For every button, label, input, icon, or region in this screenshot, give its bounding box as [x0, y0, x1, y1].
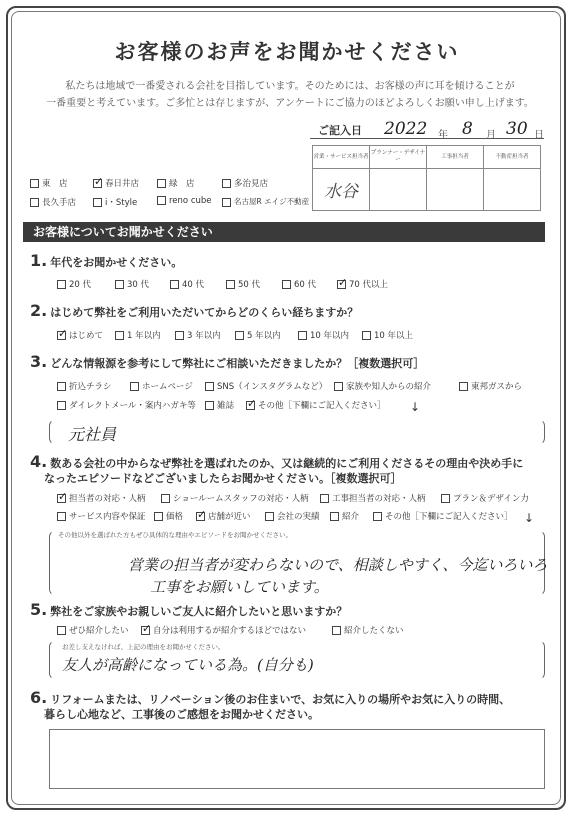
checkbox-icon[interactable]: [265, 512, 274, 521]
question-number: 6.: [30, 688, 48, 707]
date-label: ご記入日: [318, 124, 362, 137]
q1-option-60s[interactable]: [282, 278, 316, 290]
option-label: 10 年以内: [310, 331, 350, 341]
question-text-line-1: 数ある会社の中からなぜ弊社を選ばれたのか、又は継続的にご利用くださるその理由や決め手に: [50, 457, 524, 470]
checkbox-icon[interactable]: [57, 626, 66, 635]
option-label: 担当者の対応・人柄: [69, 494, 146, 504]
checkbox-icon[interactable]: [115, 331, 124, 340]
checkbox-icon[interactable]: [332, 626, 341, 635]
q3-option-direct-mail[interactable]: [57, 399, 196, 411]
option-label: 紹介したくない: [344, 626, 404, 636]
store-option-renocube[interactable]: [157, 196, 212, 206]
q4-answer-line-2[interactable]: 工事をお願いしています。: [150, 578, 329, 596]
option-label: 20 代: [69, 280, 92, 290]
store-option-midori[interactable]: [157, 177, 195, 189]
q4-option-referral[interactable]: [330, 510, 359, 522]
q5-answer-text[interactable]: 友人が高齢になっている為。(自分も): [62, 656, 314, 674]
option-label: 40 代: [182, 280, 205, 290]
option-label: ホームページ: [142, 382, 193, 392]
store-label: 多治見店: [234, 179, 269, 189]
checkbox-icon[interactable]: [157, 179, 166, 188]
option-label: はじめて: [69, 331, 104, 341]
store-option-kasugai[interactable]: [93, 177, 139, 189]
checkbox-checked-icon[interactable]: [337, 280, 346, 289]
option-label: 東邦ガスから: [471, 382, 523, 392]
option-label: 70 代以上: [349, 280, 389, 290]
question-number: 5.: [30, 600, 48, 619]
question-1: [30, 251, 182, 270]
checkbox-icon[interactable]: [235, 331, 244, 340]
q3-option-magazine[interactable]: [205, 399, 234, 411]
checkbox-checked-icon[interactable]: [246, 401, 255, 410]
store-label: reno cube: [169, 196, 212, 206]
q1-option-70s-plus[interactable]: [337, 278, 388, 290]
q4-option-store-nearby[interactable]: [196, 510, 251, 522]
checkbox-icon[interactable]: [362, 331, 371, 340]
checkbox-checked-icon[interactable]: [57, 331, 66, 340]
q5-option-no-referral[interactable]: [332, 624, 404, 636]
checkbox-icon[interactable]: [459, 382, 468, 391]
checkbox-checked-icon[interactable]: [196, 512, 205, 521]
q2-option-10yr-plus[interactable]: [362, 329, 413, 341]
checkbox-icon[interactable]: [334, 382, 343, 391]
checkbox-icon[interactable]: [320, 494, 329, 503]
date-day-value[interactable]: 30: [506, 119, 528, 139]
store-option-istyle[interactable]: [93, 196, 137, 208]
checkbox-icon[interactable]: [441, 494, 450, 503]
staff-value-realestate[interactable]: [484, 169, 541, 211]
intro-line-2: 一番重要と考えています。ご多忙とは存じますが、アンケートにご協力のほどよろしくお願い申し上げます。: [46, 98, 534, 109]
option-label: 店舗が近い: [208, 512, 251, 522]
checkbox-icon[interactable]: [115, 280, 124, 289]
question-text: 年代をお聞かせください。: [50, 256, 183, 269]
date-month-value[interactable]: 8: [462, 119, 473, 139]
q4-option-staff-attitude[interactable]: [57, 492, 146, 504]
staff-header-construction: 工事担当者: [427, 146, 484, 169]
checkbox-icon[interactable]: [30, 179, 39, 188]
q3-option-referral[interactable]: [334, 380, 431, 392]
question-text: 弊社をご家族やお親しいご友人に紹介したいと思いますか？: [50, 605, 348, 618]
store-label: i・Style: [105, 198, 138, 208]
page-title: お客様のお声をお聞かせください: [114, 40, 460, 64]
option-label: 5 年以内: [247, 331, 281, 341]
store-option-nagakute[interactable]: [30, 196, 76, 208]
checkbox-icon[interactable]: [57, 382, 66, 391]
option-label: 1 年以内: [127, 331, 161, 341]
date-year-value[interactable]: 2022: [384, 119, 428, 139]
checkbox-checked-icon[interactable]: [141, 626, 150, 635]
q4-option-showroom-staff[interactable]: [161, 492, 309, 504]
question-text: どんな情報源を参考にして弊社にご相談いただきましたか？［複数選択可］: [50, 357, 425, 370]
question-text-line-1: リフォームまたは、リノベーション後のお住まいで、お気に入りの場所やお気に入りの時間、: [50, 693, 511, 706]
q2-option-5yr[interactable]: [235, 329, 281, 341]
store-option-nagoya-r-age[interactable]: [222, 196, 309, 207]
option-label: SNS（インスタグラムなど）: [217, 382, 328, 392]
option-label: 雑誌: [217, 401, 235, 411]
q4-option-plan-design[interactable]: [441, 492, 529, 504]
checkbox-icon[interactable]: [130, 382, 139, 391]
date-month-unit: 月: [486, 130, 496, 141]
staff-header-sales: 営業・サービス担当者: [313, 146, 370, 169]
question-number: 4.: [30, 452, 48, 471]
q1-option-20s[interactable]: [57, 278, 91, 290]
option-label: その他［下欄にご記入ください］: [385, 512, 513, 522]
checkbox-icon[interactable]: [154, 512, 163, 521]
question-text: はじめて弊社をご利用いただいてからどのくらい経ちますか？: [50, 306, 359, 319]
q4-option-other[interactable]: [373, 510, 513, 522]
checkbox-icon[interactable]: [226, 280, 235, 289]
option-label: 60 代: [294, 280, 317, 290]
store-label: 名古屋R エイジ不動産: [234, 197, 310, 206]
option-label: 工事担当者の対応・人柄: [332, 494, 426, 504]
checkbox-icon[interactable]: [30, 198, 39, 207]
checkbox-icon[interactable]: [57, 280, 66, 289]
option-label: 30 代: [127, 280, 150, 290]
q2-option-first-time[interactable]: [57, 329, 103, 341]
store-label: 東 店: [42, 179, 68, 189]
checkbox-icon[interactable]: [298, 331, 307, 340]
option-label: その他［下欄にご記入ください］: [258, 401, 386, 411]
question-3: [30, 352, 424, 371]
staff-value-planner[interactable]: [370, 169, 427, 211]
checkbox-checked-icon[interactable]: [57, 494, 66, 503]
question-4-line-2: なったエピソードなどございましたらお聞かせください。［複数選択可］: [44, 472, 402, 485]
q3-answer-field[interactable]: [49, 419, 545, 445]
q5-answer-note: お差し支えなければ、上記の理由をお聞かせください。: [62, 643, 225, 651]
staff-table: [312, 145, 541, 211]
option-label: ダイレクトメール・案内ハガキ等: [69, 401, 196, 411]
checkbox-icon[interactable]: [57, 401, 66, 410]
q4-option-track-record[interactable]: [265, 510, 320, 522]
q4-answer-line-1[interactable]: 営業の担当者が変わらないので、相談しやすく、今迄いろいろ: [128, 556, 548, 574]
option-label: 会社の実績: [277, 512, 320, 522]
store-option-tajimi[interactable]: [222, 177, 268, 189]
q3-option-other[interactable]: [246, 399, 386, 411]
store-option-higashi[interactable]: [30, 177, 68, 189]
q2-option-10yr-within[interactable]: [298, 329, 349, 341]
staff-header-realestate: 不動産担当者: [484, 146, 541, 169]
option-label: サービス内容や保証: [69, 512, 146, 522]
checkbox-icon[interactable]: [175, 331, 184, 340]
checkbox-icon[interactable]: [205, 382, 214, 391]
date-year-unit: 年: [438, 130, 448, 141]
option-label: ぜひ紹介したい: [69, 626, 129, 636]
checkbox-icon[interactable]: [205, 401, 214, 410]
option-label: 3 年以内: [187, 331, 221, 341]
section-header: お客様についてお聞かせください: [23, 222, 545, 242]
arrow-down-icon: ↓: [410, 400, 421, 414]
checkbox-icon[interactable]: [222, 179, 231, 188]
q5-option-definitely[interactable]: [57, 624, 129, 636]
intro-line-1: 私たちは地域で一番愛される会社を目指しています。そのためには、お客様の声に耳を傾けることが: [65, 81, 515, 92]
intro-text: [40, 78, 540, 112]
checkbox-icon[interactable]: [170, 280, 179, 289]
question-number: 1.: [30, 251, 48, 270]
q3-option-flyer[interactable]: [57, 380, 112, 392]
q2-option-3yr[interactable]: [175, 329, 221, 341]
q3-answer-text[interactable]: 元社員: [68, 425, 117, 444]
store-label: 長久手店: [42, 198, 77, 208]
staff-value-sales[interactable]: 水谷: [313, 169, 370, 211]
checkbox-icon[interactable]: [93, 198, 102, 207]
option-label: プラン＆デザイン力: [453, 494, 529, 504]
q5-option-use-only[interactable]: [141, 624, 306, 636]
q1-option-40s[interactable]: [170, 278, 204, 290]
staff-header-planner: プランナー・デザイナー: [370, 146, 427, 169]
option-label: 10 年以上: [374, 331, 414, 341]
q3-option-homepage[interactable]: [130, 380, 193, 392]
checkbox-icon[interactable]: [282, 280, 291, 289]
option-label: ショールームスタッフの対応・人柄: [173, 494, 309, 504]
checkbox-icon[interactable]: [57, 512, 66, 521]
checkbox-icon[interactable]: [373, 512, 382, 521]
option-label: 折込チラシ: [69, 382, 112, 392]
q4-option-construction-staff[interactable]: [320, 492, 426, 504]
checkbox-checked-icon[interactable]: [93, 179, 102, 188]
q3-option-toho-gas[interactable]: [459, 380, 522, 392]
question-5: [30, 600, 347, 619]
q2-option-1yr[interactable]: [115, 329, 161, 341]
checkbox-icon[interactable]: [222, 198, 231, 207]
q4-option-service-warranty[interactable]: [57, 510, 146, 522]
store-label: 緑 店: [169, 179, 195, 189]
q3-option-sns[interactable]: [205, 380, 327, 392]
checkbox-icon[interactable]: [161, 494, 170, 503]
q6-answer-field[interactable]: [49, 729, 545, 789]
q1-option-50s[interactable]: [226, 278, 260, 290]
question-2: [30, 301, 358, 320]
checkbox-icon[interactable]: [157, 196, 166, 205]
arrow-down-icon: ↓: [524, 511, 535, 525]
q4-option-price[interactable]: [154, 510, 183, 522]
option-label: 紹介: [342, 512, 360, 522]
option-label: 価格: [166, 512, 184, 522]
question-number: 3.: [30, 352, 48, 371]
question-6-line-2: 暮らし心地など、工事後のご感想をお聞かせください。: [44, 708, 319, 721]
question-4: [30, 452, 523, 471]
question-6: [30, 688, 510, 707]
date-underline: [310, 138, 544, 139]
store-label: 春日井店: [105, 179, 140, 189]
checkbox-icon[interactable]: [330, 512, 339, 521]
q4-answer-note: その他以外を選ばれた方もぜひ具体的な理由やエピソードをお聞かせください。: [58, 531, 292, 539]
staff-value-construction[interactable]: [427, 169, 484, 211]
date-day-unit: 日: [534, 130, 544, 141]
option-label: 家族や知人からの紹介: [346, 382, 432, 392]
option-label: 自分は利用するが紹介するほどではない: [153, 626, 307, 636]
question-number: 2.: [30, 301, 48, 320]
q1-option-30s[interactable]: [115, 278, 149, 290]
option-label: 50 代: [238, 280, 261, 290]
